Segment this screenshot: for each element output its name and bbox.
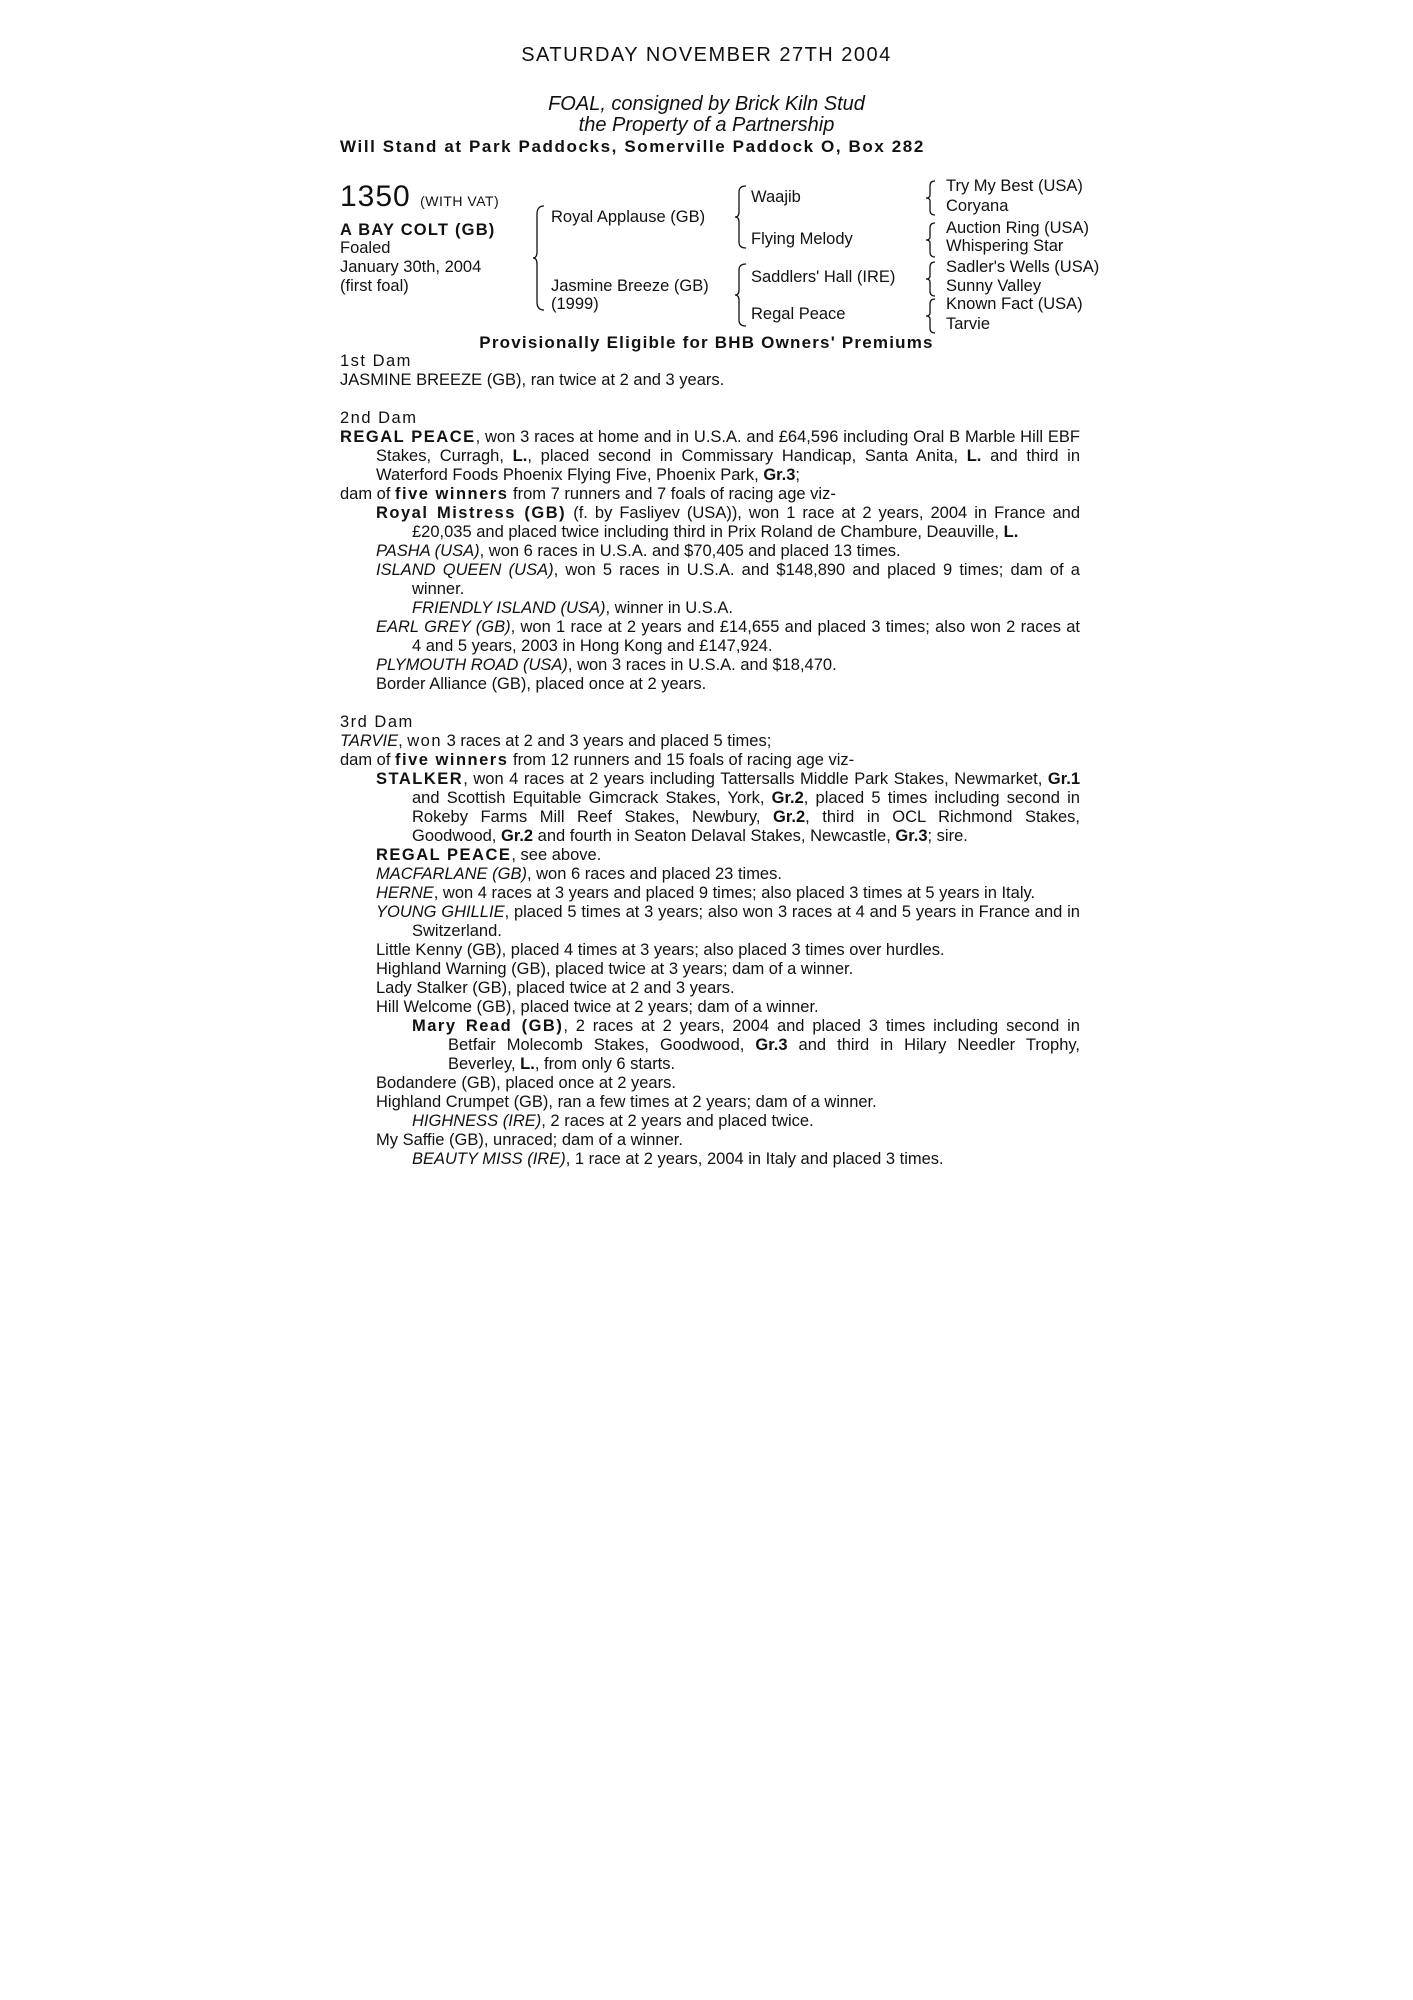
first-foal-note: (first foal) xyxy=(340,277,409,295)
lot-number: 1350 xyxy=(340,180,411,213)
produce-entry: Mary Read (GB), 2 races at 2 years, 2004 and placed 3 times including second in Betfair Molecomb Stakes, Goodwood, Gr.3 and third in Hilary Needler Trophy, Beverley, L., from only 6 starts. xyxy=(412,1017,1080,1073)
produce-entry: YOUNG GHILLIE, placed 5 times at 3 years; also won 3 races at 4 and 5 years in France and in Switzerland. xyxy=(376,903,1080,940)
produce-entry: REGAL PEACE, see above. xyxy=(376,846,602,864)
pedigree-brace-g2 xyxy=(924,221,938,259)
sale-date: SATURDAY NOVEMBER 27TH 2004 xyxy=(521,44,892,66)
first-dam-title: 1st Dam xyxy=(340,352,412,370)
property-line: the Property of a Partnership xyxy=(578,114,835,136)
produce-entry: BEAUTY MISS (IRE), 1 race at 2 years, 2004 in Italy and placed 3 times. xyxy=(412,1150,944,1168)
second-dam-section xyxy=(340,409,1080,694)
grandsire-1: Waajib xyxy=(751,188,801,206)
pedigree-brace-main xyxy=(532,204,546,312)
lot-number-block xyxy=(340,180,499,214)
ancestor-1: Try My Best (USA) xyxy=(946,177,1083,195)
pedigree-brace-dam xyxy=(734,262,748,328)
pedigree-brace-g4 xyxy=(924,297,938,335)
produce-entry: Royal Mistress (GB) (f. by Fasliyev (USA)), won 1 race at 2 years, 2004 in France and £20,035 and placed twice including third in Prix Roland de Chambure, Deauville, L. xyxy=(376,504,1081,541)
consignor-line: FOAL, consigned by Brick Kiln Stud xyxy=(548,93,865,115)
stand-location: Will Stand at Park Paddocks, Somerville Paddock O, Box 282 xyxy=(340,137,925,156)
produce-entry: MACFARLANE (GB), won 6 races and placed 23 times. xyxy=(376,865,782,883)
ancestor-6: Sunny Valley xyxy=(946,277,1042,295)
pedigree-brace-g1 xyxy=(924,179,938,217)
produce-entry: Hill Welcome (GB), placed twice at 2 years; dam of a winner. xyxy=(376,998,819,1016)
foaled-label: Foaled xyxy=(340,239,391,257)
produce-entry: Highland Crumpet (GB), ran a few times at 2 years; dam of a winner. xyxy=(376,1093,877,1111)
pedigree-brace-sire xyxy=(734,184,748,250)
produce-entry: FRIENDLY ISLAND (USA), winner in U.S.A. xyxy=(412,599,733,617)
produce-entry: Lady Stalker (GB), placed twice at 2 and 3 years. xyxy=(376,979,735,997)
dam-year: (1999) xyxy=(551,295,599,313)
produce-entry: STALKER, won 4 races at 2 years including Tattersalls Middle Park Stakes, Newmarket, Gr.1 and Scottish Equitable Gimcrack Stakes, York, Gr.2, placed 5 times including second in Rokeby Farms Mill Reef Stakes, Newbury, Gr.2, third in OCL Richmond Stakes, Goodwood, Gr.2 and fourth in Seaton Delaval Stakes, Newcastle, Gr.3; sire. xyxy=(376,770,1080,845)
produce-entry: Little Kenny (GB), placed 4 times at 3 years; also placed 3 times over hurdles. xyxy=(376,941,945,959)
second-dam-record: REGAL PEACE, won 3 races at home and in U.S.A. and £64,596 including Oral B Marble Hill EBF Stakes, Curragh, L., placed second in Commissary Handicap, Santa Anita, L. and third in Waterford Foods Phoenix Flying Five, Phoenix Park, Gr.3; xyxy=(340,428,1081,484)
produce-record xyxy=(340,352,1080,1169)
ancestor-3: Auction Ring (USA) xyxy=(946,219,1090,237)
ancestor-8: Tarvie xyxy=(946,315,991,333)
grandsire-2: Saddlers' Hall (IRE) xyxy=(751,268,896,286)
second-dam-produce-summary: dam of five winners from 7 runners and 7 foals of racing age viz- xyxy=(340,485,836,503)
foaled-date: January 30th, 2004 xyxy=(340,258,482,276)
produce-entry: ISLAND QUEEN (USA), won 5 races in U.S.A. and $148,890 and placed 9 times; dam of a winner. xyxy=(376,561,1080,598)
third-dam-produce-summary: dam of five winners from 12 runners and 15 foals of racing age viz- xyxy=(340,751,855,769)
produce-entry: Border Alliance (GB), placed once at 2 years. xyxy=(376,675,707,693)
dam-name: Jasmine Breeze (GB) xyxy=(551,277,709,295)
produce-entry: Bodandere (GB), placed once at 2 years. xyxy=(376,1074,676,1092)
produce-entry: EARL GREY (GB), won 1 race at 2 years and £14,655 and placed 3 times; also won 2 races at 4 and 5 years, 2003 in Hong Kong and £147,924. xyxy=(376,618,1080,655)
third-dam-record: TARVIE, won 3 races at 2 and 3 years and placed 5 times; xyxy=(340,732,772,750)
ancestor-2: Coryana xyxy=(946,197,1009,215)
third-dam-section xyxy=(340,713,1080,1169)
ancestor-5: Sadler's Wells (USA) xyxy=(946,258,1100,276)
produce-entry: Highland Warning (GB), placed twice at 3 years; dam of a winner. xyxy=(376,960,854,978)
premium-eligibility: Provisionally Eligible for BHB Owners' Premiums xyxy=(479,333,934,352)
vat-note: (WITH VAT) xyxy=(420,193,500,209)
third-dam-title: 3rd Dam xyxy=(340,713,414,731)
pedigree-brace-g3 xyxy=(924,260,938,298)
second-dam-title: 2nd Dam xyxy=(340,409,418,427)
ancestor-7: Known Fact (USA) xyxy=(946,295,1083,313)
granddam-2: Regal Peace xyxy=(751,305,846,323)
produce-entry: HERNE, won 4 races at 3 years and placed 9 times; also placed 3 times at 5 years in Italy. xyxy=(376,884,1036,902)
granddam-1: Flying Melody xyxy=(751,230,853,248)
produce-entry: PASHA (USA), won 6 races in U.S.A. and $70,405 and placed 13 times. xyxy=(376,542,901,560)
first-dam-text: JASMINE BREEZE (GB), ran twice at 2 and 3 years. xyxy=(340,371,725,389)
lot-description: A BAY COLT (GB) xyxy=(340,221,496,239)
produce-entry: My Saffie (GB), unraced; dam of a winner. xyxy=(376,1131,683,1149)
produce-entry: PLYMOUTH ROAD (USA), won 3 races in U.S.A. and $18,470. xyxy=(376,656,837,674)
ancestor-4: Whispering Star xyxy=(946,237,1064,255)
produce-entry: HIGHNESS (IRE), 2 races at 2 years and placed twice. xyxy=(412,1112,814,1130)
first-dam-section xyxy=(340,352,1080,390)
sire-name: Royal Applause (GB) xyxy=(551,208,706,226)
dam-name-bold: REGAL PEACE xyxy=(340,428,476,446)
